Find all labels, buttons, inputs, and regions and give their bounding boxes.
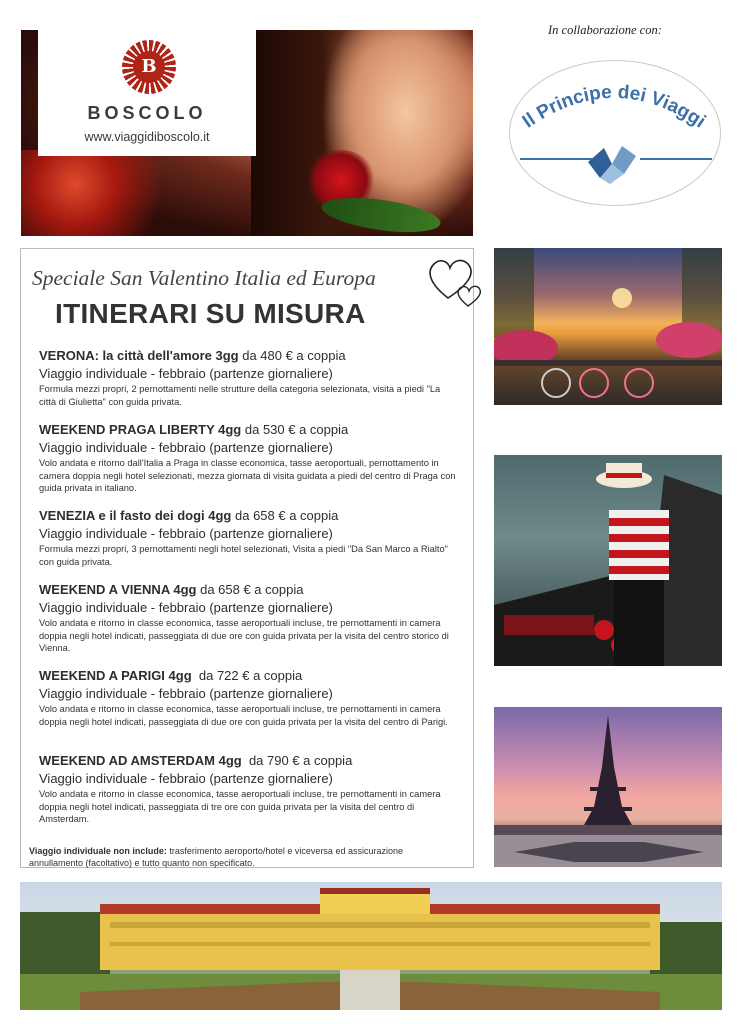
partner-logo-text xyxy=(509,70,719,140)
venice-gondolier-photo xyxy=(494,455,722,666)
exclusions-note xyxy=(29,846,459,869)
offer-price: da 530 € a coppia xyxy=(244,422,349,437)
offer-type: Viaggio individuale - febbraio (partenze giornaliere) xyxy=(39,600,333,615)
brand-website-link[interactable]: www.viaggidiboscolo.it xyxy=(84,130,210,144)
offer-type: Viaggio individuale - febbraio (partenze giornaliere) xyxy=(39,686,333,701)
offer-amsterdam xyxy=(39,752,459,826)
offer-name: WEEKEND A VIENNA 4gg xyxy=(39,582,197,597)
partner-logo-line-right xyxy=(640,158,712,160)
page-title: ITINERARI SU MISURA xyxy=(55,298,366,329)
offer-description: Volo andata e ritorno in classe economica, tasse aeroportuali incluse, tre pernottamenti in camera doppia negli hotel indicati, passeggiata di tre ore con guida privata per la visita del centro di Amsterdam. xyxy=(39,789,441,825)
offer-price: da 790 € a coppia xyxy=(248,753,353,768)
offer-price: da 722 € a coppia xyxy=(198,668,303,683)
offer-description: Volo andata e ritorno in classe economica, tasse aeroportuali incluse, tre pernottamenti in camera doppia negli hotel indicati, passeggiata di due ore con guida privata per la visita del centro storico di Vienna. xyxy=(39,618,449,654)
offer-type: Viaggio individuale - febbraio (partenze giornaliere) xyxy=(39,771,333,786)
hearts-icon xyxy=(424,252,490,310)
collaboration-label: In collaborazione con: xyxy=(548,23,662,37)
offer-type: Viaggio individuale - febbraio (partenze giornaliere) xyxy=(39,440,333,455)
offer-description: Volo andata e ritorno in classe economica, tasse aeroportuali incluse, tre pernottamenti in camera doppia negli hotel indicati, passeggiata di due ore con guida privata per la visita del centro di Parigi. xyxy=(39,704,448,727)
exclusions-text: trasferimento aeroporto/hotel e viceversa ed assicurazione annullamento (facoltativo) e tutto quanto non specificato. xyxy=(29,846,403,868)
amsterdam-canal-photo xyxy=(494,248,722,405)
gem-icon xyxy=(584,138,640,186)
paris-eiffel-tower-photo xyxy=(494,707,722,867)
brand-name: BOSCOLO xyxy=(87,103,207,123)
offer-price: da 658 € a coppia xyxy=(235,508,339,523)
offer-praga xyxy=(39,421,459,495)
offer-type: Viaggio individuale - febbraio (partenze giornaliere) xyxy=(39,366,333,381)
offer-name: VERONA: la città dell'amore 3gg xyxy=(39,348,239,363)
offer-name: VENEZIA e il fasto dei dogi 4gg xyxy=(39,508,232,523)
boscolo-logo-letter: B xyxy=(133,51,165,83)
offer-description: Formula mezzi propri, 2 pernottamenti nelle strutture della categoria selezionata, visita a piedi "La città di Giulietta" con guida privata. xyxy=(39,384,441,407)
svg-text:Il Principe dei Viaggi xyxy=(519,82,709,133)
offer-name: WEEKEND AD AMSTERDAM 4gg xyxy=(39,753,242,768)
partner-name: Il Principe dei Viaggi xyxy=(518,81,710,133)
schonbrunn-palace-photo xyxy=(20,882,722,1010)
offer-price: da 480 € a coppia xyxy=(242,348,346,363)
exclusions-label: Viaggio individuale non include: xyxy=(29,846,167,856)
page-subtitle: Speciale San Valentino Italia ed Europa xyxy=(32,266,376,290)
offer-venezia xyxy=(39,507,459,568)
offer-parigi xyxy=(39,667,459,728)
partner-logo-line-left xyxy=(520,158,592,160)
offer-verona xyxy=(39,347,459,408)
offer-description: Volo andata e ritorno dall'Italia a Praga in classe economica, tasse aeroportuali, pernottamento in camera doppia negli hotel selezionati, mezza giornata di visita guidata a piedi del centro di Praga con guida privata in italiano. xyxy=(39,458,456,494)
offer-description: Formula mezzi propri, 3 pernottamenti negli hotel selezionati, Visita a piedi "Da San Marco a Rialto" con guida privata. xyxy=(39,544,448,567)
offer-type: Viaggio individuale - febbraio (partenze giornaliere) xyxy=(39,526,333,541)
offer-name: WEEKEND PRAGA LIBERTY 4gg xyxy=(39,422,242,437)
offer-vienna xyxy=(39,581,459,655)
offer-price: da 658 € a coppia xyxy=(200,582,304,597)
offer-name: WEEKEND A PARIGI 4gg xyxy=(39,668,192,683)
